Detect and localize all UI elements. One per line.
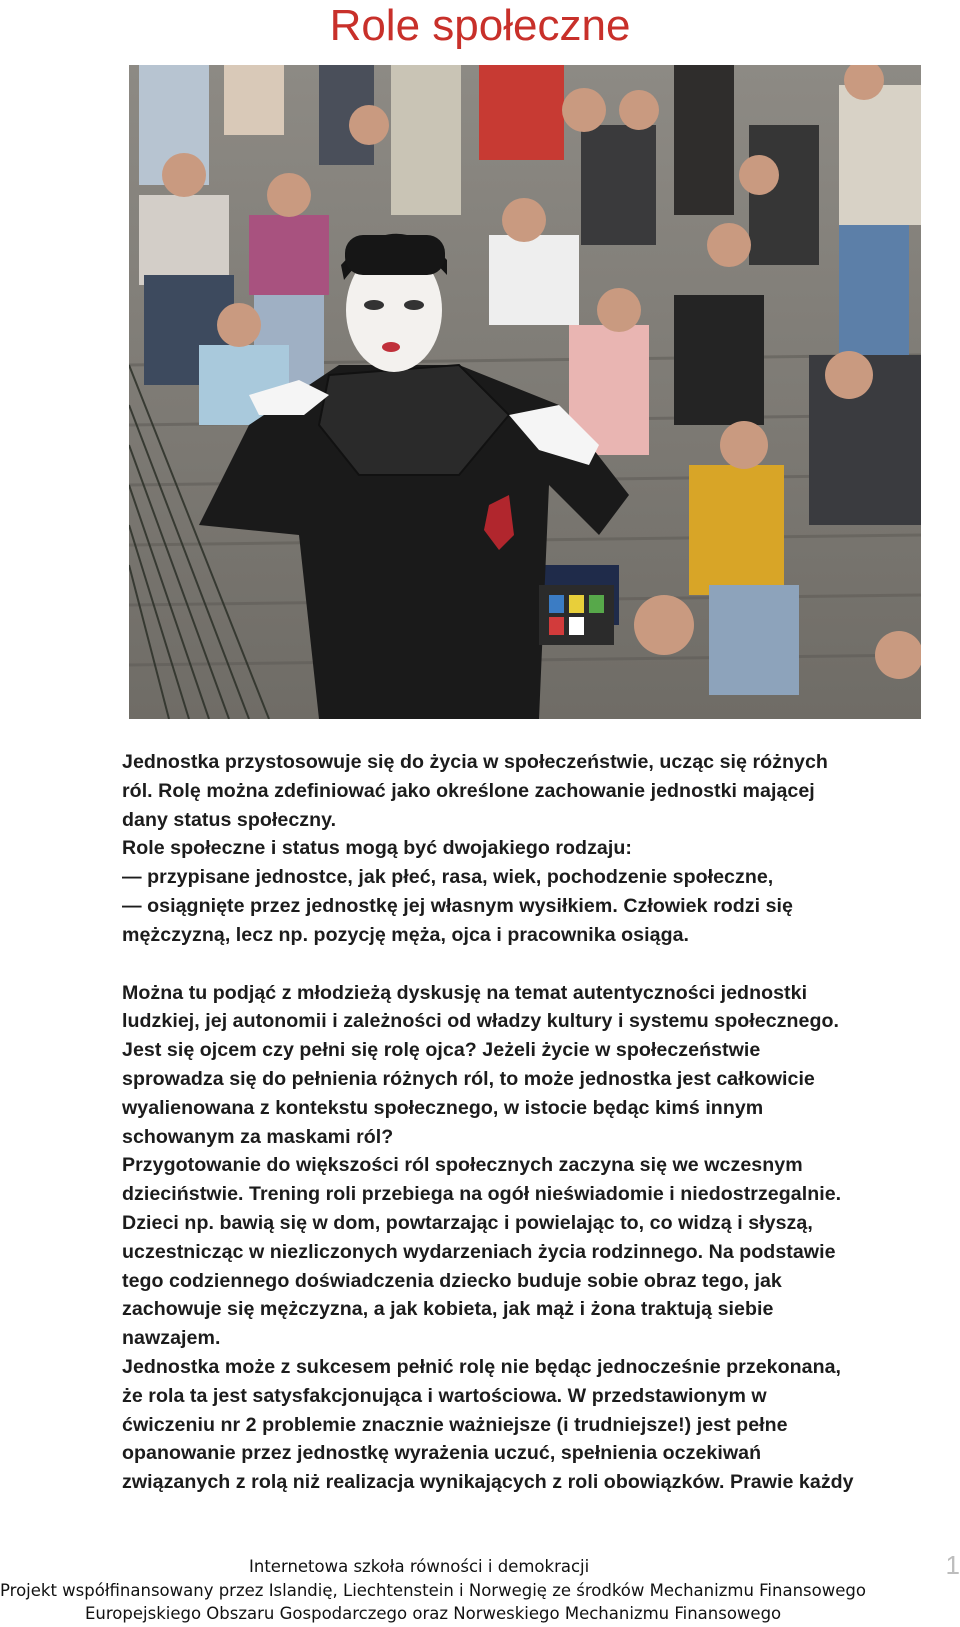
paragraph-line: Jednostka może z sukcesem pełnić rolę nie będąc jednocześnie przekonana, (122, 1355, 842, 1378)
paragraph-line: opanowanie przez jednostkę wyrażenia uczuć, spełnienia oczekiwań (122, 1442, 762, 1465)
paragraph-line: Przygotowanie do większości ról społecznych zaczyna się we wczesnym (122, 1154, 803, 1177)
paragraph-line: tego codziennego doświadczenia dziecko buduje sobie obraz tego, jak (122, 1269, 782, 1292)
paragraph-line: wyalienowana z kontekstu społecznego, w istocie będąc kimś innym (122, 1096, 764, 1119)
paragraph-line: Jednostka przystosowuje się do życia w społeczeństwie, ucząc się różnych (122, 751, 828, 773)
paragraph-line: Dzieci np. bawią się w dom, powtarzając i powielając to, co widzą i słyszą, (122, 1211, 813, 1234)
footer-funding-line-1: Projekt współfinansowany przez Islandię, Liechtenstein i Norwegię ze środków Mechanizmu Finansowego (0, 1581, 866, 1600)
article-body (122, 748, 958, 1497)
paragraph-line: — osiągnięte przez jednostkę jej własnym wysiłkiem. Człowiek rodzi się (122, 894, 793, 917)
paragraph-line: dzieciństwie. Trening roli przebiega na ogół nieświadomie i niedostrzegalnie. (122, 1183, 842, 1206)
page-title: Role społeczne (329, 1, 631, 50)
paragraph-line: związanych z rolą niż realizacja wynikających z roli obowiązków. Prawie każdy (122, 1471, 854, 1494)
mime-crowd-photo (129, 65, 921, 719)
paragraph-line: ról. Rolę można zdefiniować jako określone zachowanie jednostki mającej (122, 779, 815, 802)
paragraph-line: ćwiczeniu nr 2 problemie znacznie ważniejsze (i trudniejsze!) jest pełne (122, 1413, 788, 1436)
paragraph-line: Role społeczne i status mogą być dwojakiego rodzaju: (122, 837, 632, 860)
paragraph-line: że rola ta jest satysfakcjonująca i wartościowa. W przedstawionym w (122, 1384, 767, 1407)
footer-organization: Internetowa szkoła równości i demokracji (249, 1557, 590, 1576)
paragraph-line: dany status społeczny. (122, 808, 337, 831)
paragraph-line: uczestnicząc w niezliczonych wydarzeniach życia rodzinnego. Na podstawie (122, 1240, 836, 1263)
paragraph-line: schowanym za maskami ról? (122, 1125, 394, 1148)
paragraph-line: — przypisane jednostce, jak płeć, rasa, wiek, pochodzenie społeczne, (122, 866, 774, 889)
paragraph-line: sprowadza się do pełnienia różnych ról, to może jednostka jest całkowicie (122, 1067, 815, 1090)
paragraph-line: nawzajem. (122, 1327, 221, 1350)
page-number: 1 (945, 1550, 960, 1580)
footer-funding-line-2: Europejskiego Obszaru Gospodarczego oraz Norweskiego Mechanizmu Finansowego (85, 1604, 782, 1623)
paragraph-line: mężczyzną, lecz np. pozycję męża, ojca i pracownika osiąga. (122, 923, 690, 946)
paragraph-line: Można tu podjąć z młodzieżą dyskusję na temat autentyczności jednostki (122, 981, 808, 1004)
paragraph-line: Jest się ojcem czy pełni się rolę ojca? Jeżeli życie w społeczeństwie (122, 1039, 761, 1062)
paragraph-line: zachowuje się mężczyzna, a jak kobieta, jak mąż i żona traktują siebie (122, 1298, 774, 1321)
paragraph-line: ludzkiej, jej autonomii i zależności od władzy kultury i systemu społecznego. (122, 1010, 840, 1033)
